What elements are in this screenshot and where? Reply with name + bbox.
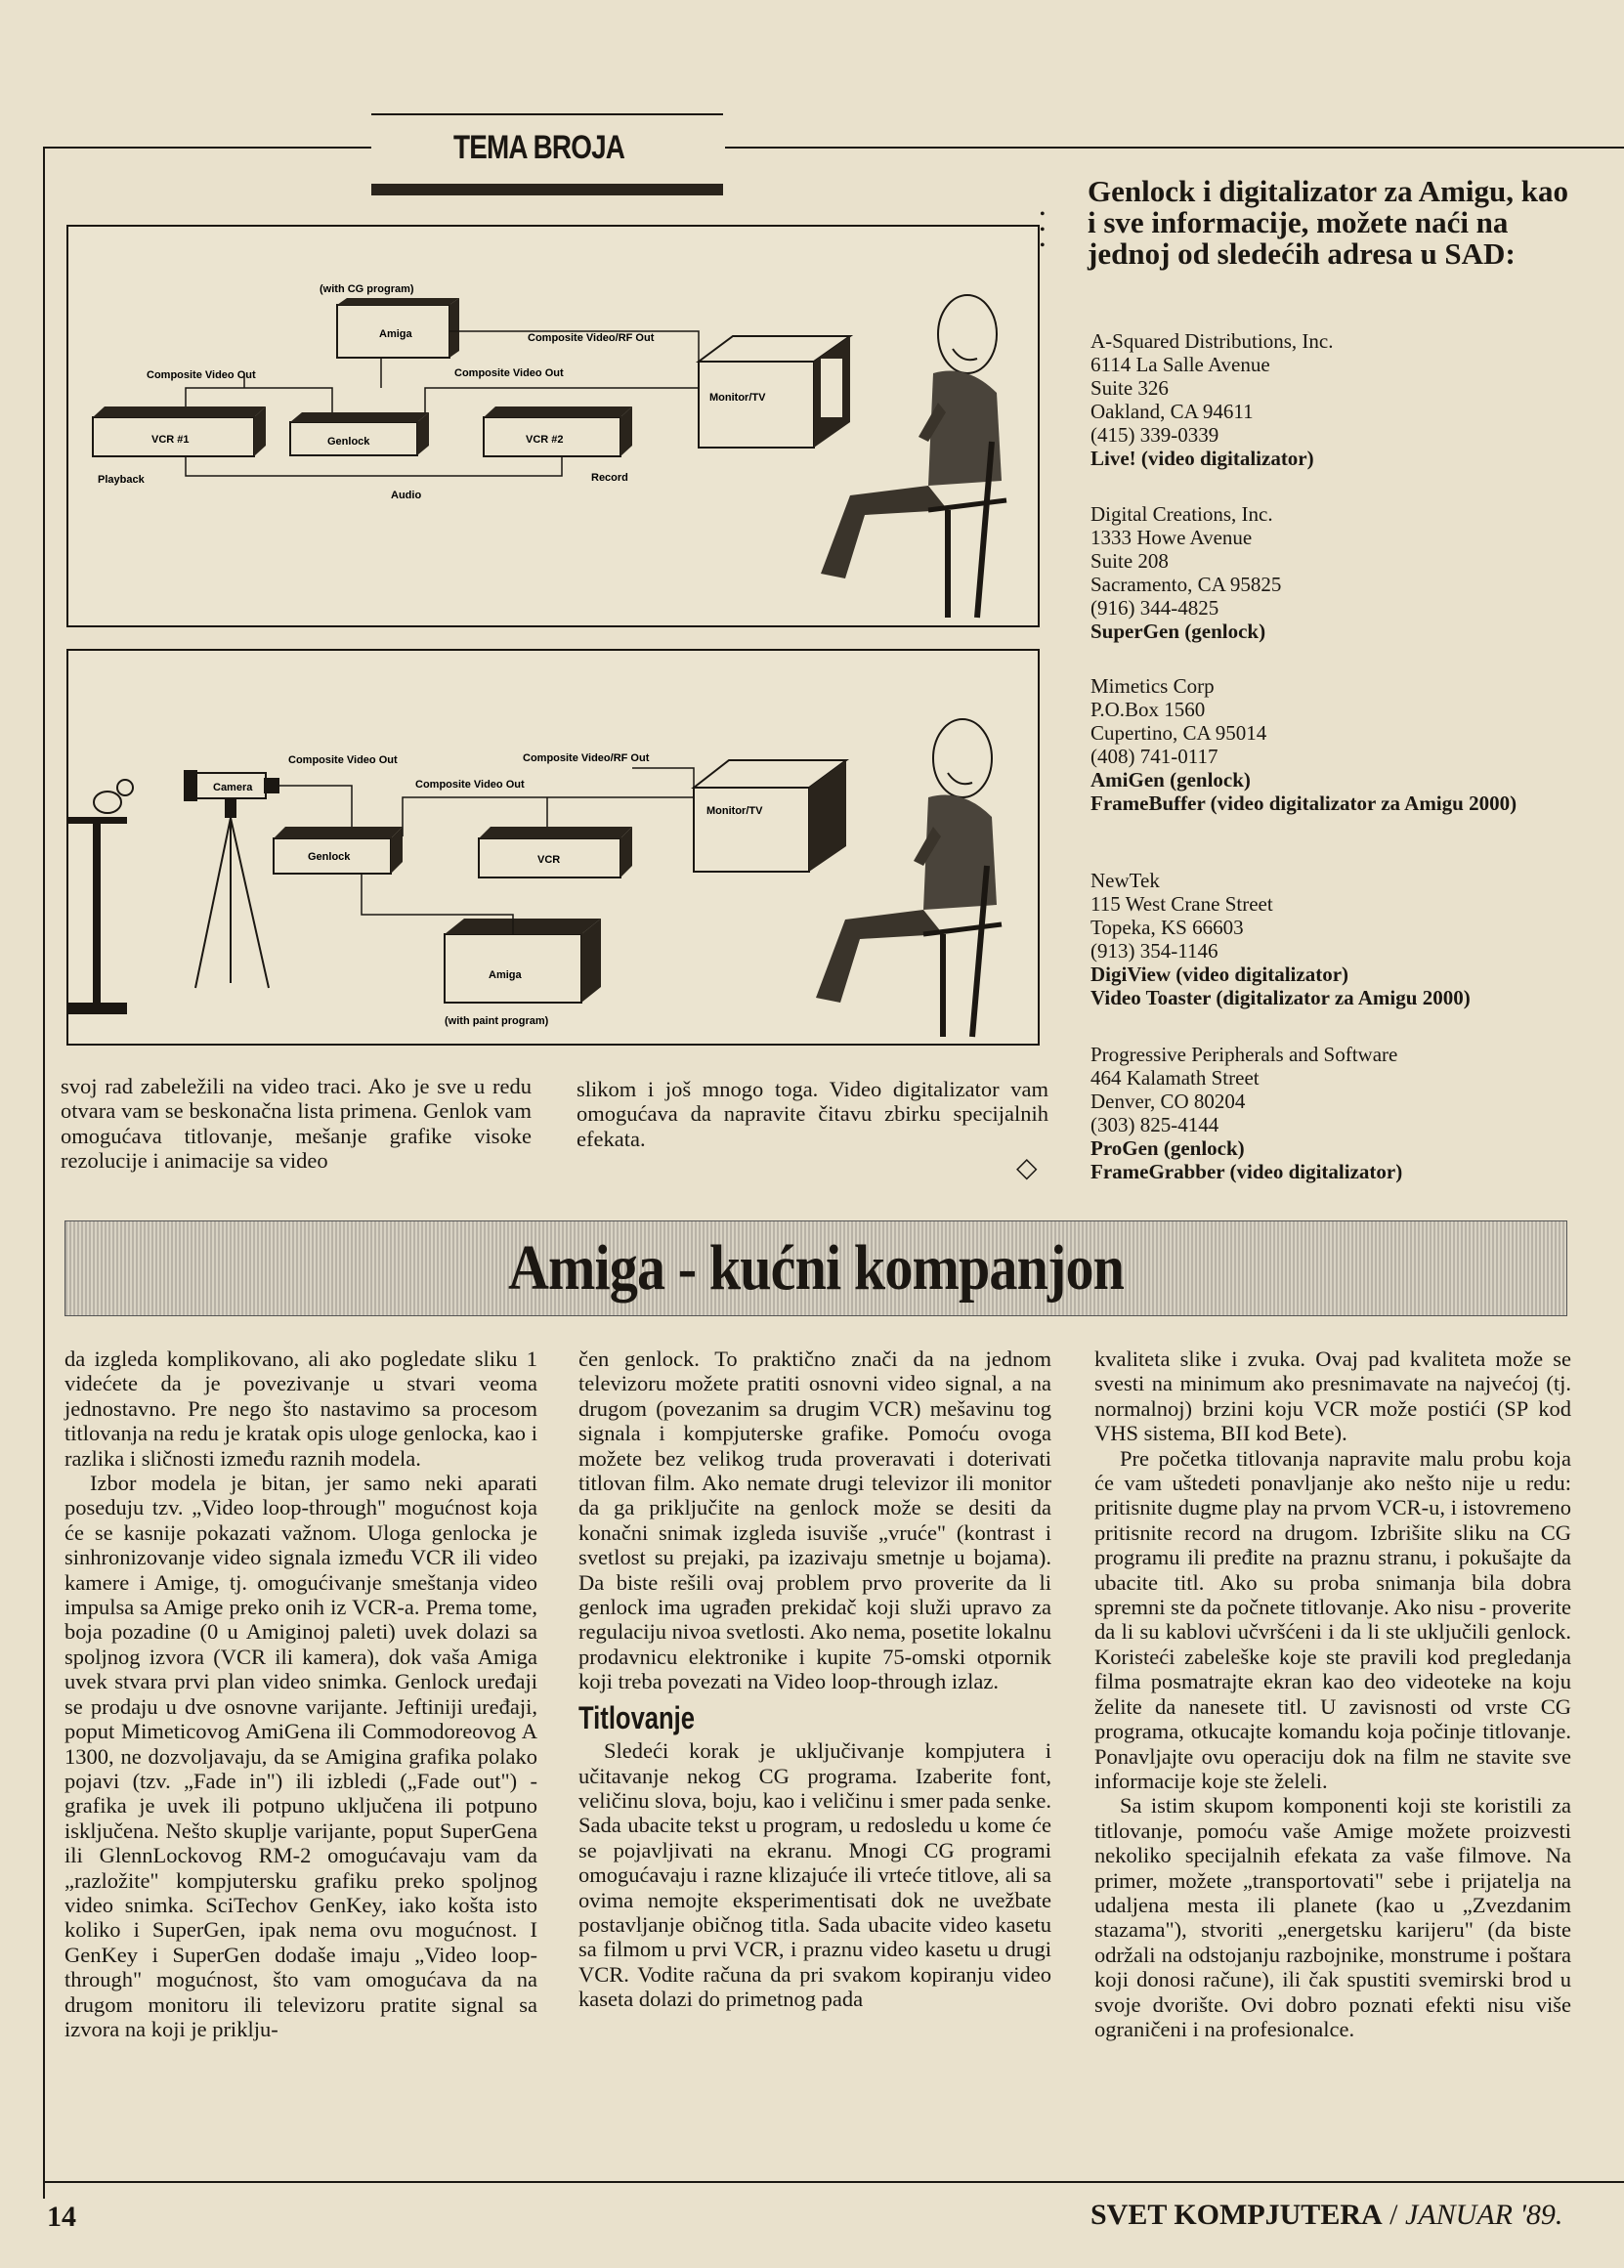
diagram-1-label-monitor: Monitor/TV [709,392,766,404]
address-line: 464 Kalamath Street [1090,1066,1260,1090]
frame-top-right-rule [725,147,1624,149]
address-heading-dots: • • • [1040,206,1046,254]
article-col2 [578,1347,1051,2012]
footer-separator: / [1389,2199,1398,2231]
monitor-body-2 [694,788,809,872]
address-line: A-Squared Distributions, Inc. [1090,329,1334,353]
diagram-1-label-rf-out: Composite Video/RF Out [528,332,655,344]
address-entry-asquared [1090,329,1599,470]
diagram-2-label-out-mid: Composite Video Out [415,779,525,791]
diagram-2-label-vcr: VCR [537,854,561,866]
diagram-2-label-amiga: Amiga [489,969,522,981]
magazine-issue: JANUAR '89. [1405,2199,1563,2231]
diagram-2-svg [68,651,1038,1044]
address-line: (415) 339-0339 [1090,423,1219,447]
address-product: Live! (video digitalizator) [1090,447,1314,470]
diagram-1-label-audio: Audio [391,490,422,501]
address-line: 1333 Howe Avenue [1090,526,1253,549]
article-subheading: Titlovanje [578,1699,696,1735]
diagram-2 [66,649,1040,1046]
address-entry-mimetics [1090,674,1569,815]
address-line: (916) 344-4825 [1090,596,1219,620]
section-label-bar [371,184,723,195]
address-line: Mimetics Corp [1090,674,1215,698]
article-col2-para-1: čen genlock. To praktično znači da na jednom televizoru možete pratiti osnovni video signal, a na drugom (povezanim sa drugim VCR) mešavinu tog signala i kompjuterske grafike. Pomoću ovoga možete bez velikog truda proveravati i doterivati titlovan film. Ako nemate drugi televizor ili monitor da ga priključite na genlock može se desiti da konačni snimak izgleda isuviše „vruće" (kontrast i svetlost su prejaki, pa izazivaju smetnje u bojama). Da biste rešili ovaj problem prvo proverite da li genlock ima ugrađen prekidač koji služi upravo za regulaciju nivoa svetlosti. Ako nema, posetite lokalnu prodavnicu elektronike i kupite 75-omski otpornik koji treba povezati na Video loop-through izlaz. [578,1347,1051,1694]
address-line: Topeka, KS 66603 [1090,916,1244,939]
address-line: Sacramento, CA 95825 [1090,573,1282,596]
amiga-box-top [337,298,459,305]
article-col3-para-1: kvaliteta slike i zvuka. Ovaj pad kvaliteta može se svesti na minimum ako presnimavate na najvećoj (tj. normalnoj) brzini koju VCR može postići (SP kod VHS sistema, BII kod Bete). [1094,1347,1571,1446]
footer-rule [43,2181,1624,2183]
diagram-1-label-vcr1: VCR #1 [151,434,190,446]
address-entry-progressive [1090,1043,1599,1183]
address-line: Suite 208 [1090,549,1169,573]
address-line: Digital Creations, Inc. [1090,502,1273,526]
address-line: 6114 La Salle Avenue [1090,353,1270,376]
diagram-2-label-camera: Camera [213,782,253,793]
address-line: NewTek [1090,869,1160,892]
diagram-2-label-paint-program: (with paint program) [445,1015,549,1027]
diagram-1-label-amiga: Amiga [379,328,412,340]
bird-on-perch [68,780,133,1014]
upper-text-col2 [577,1077,1048,1151]
diagram-1-label-out-mid: Composite Video Out [454,367,564,379]
address-product: FrameGrabber (video digitalizator) [1090,1160,1403,1183]
magazine-name: SVET KOMPJUTERA [1090,2199,1383,2231]
amiga-box-side [449,298,459,358]
article-col3 [1094,1347,1571,2041]
diagram-1-label-record: Record [591,472,628,484]
address-product: FrameBuffer (video digitalizator za Amigu 2000) [1090,792,1517,815]
address-line: Oakland, CA 94611 [1090,400,1254,423]
diagram-2-label-genlock: Genlock [308,851,351,863]
vcr2-top [484,407,632,417]
address-line: Denver, CO 80204 [1090,1090,1246,1113]
genlock-box-2-top [274,827,403,838]
vcr-box-2-top [479,827,632,838]
address-line: (303) 825-4144 [1090,1113,1219,1136]
diagram-1-label-out-left: Composite Video Out [147,369,256,381]
diagram-1-label-cg-program: (with CG program) [320,283,414,295]
article-title-banner [64,1220,1567,1316]
address-product: Video Toaster (digitalizator za Amigu 2000) [1090,986,1471,1009]
upper-text-col1-para: svoj rad zabeležili na video traci. Ako je sve u redu otvara vam se beskonačna lista primena. Genlok vam omogućava titlovanje, mešanje grafike visoke rezolucije i animacije sa video [61,1074,532,1174]
header-top-rule [371,113,723,115]
address-line: 115 West Crane Street [1090,892,1273,916]
camera-on-tripod [184,770,279,988]
diagram-1-label-genlock: Genlock [327,436,370,448]
upper-text-col1 [61,1074,532,1174]
address-entry-newtek [1090,869,1599,1009]
article-title: Amiga - kućni kompanjon [507,1232,1125,1304]
address-line: P.O.Box 1560 [1090,698,1206,721]
address-heading: Genlock i digitalizator za Amigu, kao i sve informacije, možete naći na jednoj od sledećih adresa u SAD: [1088,174,1568,271]
diagram-1-label-playback: Playback [98,474,145,486]
article-col2-para-2: Sledeći korak je uključivanje kompjutera i učitavanje nekog CG programa. Izaberite font, veličinu slova, boju, kao i veličinu i smer pada senke. Sada ubacite tekst u program, u redosledu u kome će se pojavljivati na ekranu. Mnogi CG programi omogućavaju i razne klizajuće ili vrteće titlove, ali sa ovima nemojte eksperimentisati dok ne uvežbate postavljanje običnog titla. Sada ubacite video kasetu sa filmom u prvi VCR, i praznu video kasetu u drugi VCR. Vodite računa da pri svakom kopiranju video kaseta dolazi do primetnog pada [578,1738,1051,2012]
diagram-2-label-rf-out: Composite Video/RF Out [523,752,650,764]
article-end-mark: ◇ [1016,1153,1038,1183]
article-col1 [64,1347,537,2041]
diagram-1-svg [68,227,1038,625]
section-label: TEMA BROJA [453,129,625,166]
upper-text-col2-para: slikom i još mnogo toga. Video digitalizator vam omogućava da napravite čitavu zbirku specijalnih efekata. [577,1077,1048,1151]
magazine-footer [1090,2199,1562,2232]
diagram-2-label-monitor: Monitor/TV [706,805,763,817]
page-number: 14 [47,2201,76,2233]
monitor-screen [821,359,842,417]
monitor-side-2 [809,760,846,872]
amiga-box-2 [445,934,581,1003]
article-col3-para-3: Sa istim skupom komponenti koji ste koristili za titlovanje, pomoću vaše Amige možete proizvesti nekoliko specijalnih efekata za vaše filmove. Na primer, možete „transportovati" sebe i prijatelja na udaljena mesta ili planete (kao u „Zvezdanim stazama"), stvoriti „energetsku karijeru" (da biste održali na odstojanju razbojnike, monstrume i poštara koji donosi račune), ili čak spustiti svemirski brod u svoje dvorište. Ovi dobro poznati efekti nisu više ograničeni i na profesionalce. [1094,1793,1571,2041]
diagram-1-label-vcr2: VCR #2 [526,434,564,446]
address-product: SuperGen (genlock) [1090,620,1266,643]
amiga-box-2-top [445,919,601,934]
diagram-2-label-out-left: Composite Video Out [288,754,398,766]
address-line: Progressive Peripherals and Software [1090,1043,1398,1066]
address-product: AmiGen (genlock) [1090,768,1251,792]
address-entry-digital-creations [1090,502,1599,643]
monitor-body [699,362,814,448]
genlock-box-1-top [290,412,429,422]
vcr1-top [93,407,266,417]
address-line: Suite 326 [1090,376,1169,400]
frame-top-left-rule [43,147,371,149]
address-line: (913) 354-1146 [1090,939,1218,963]
address-product: DigiView (video digitalizator) [1090,963,1349,986]
article-col1-para-1: da izgleda komplikovano, ali ako pogledate sliku 1 videćete da je povezivanje u stvari veoma jednostavno. Pre nego što nastavimo sa procesom titlovanja na redu je kratak opis uloge genlocka, kao i razlika i sličnosti između raznih modela. [64,1347,537,1471]
diagram-1 [66,225,1040,627]
article-col1-para-2: Izbor modela je bitan, jer samo neki aparati poseduju tzv. „Video loop-through" mogućnost koja će se kasnije pokazati važnom. Uloga genlocka je sinhronizovanje video signala između VCR ili video kamere i Amige, tj. omogućivanje smeštanja video impulsa sa Amige preko onih iz VCR-a. Prema tome, boja pozadine (0 u Amiginoj paleti) uvek dolazi sa spoljnog izvora (VCR ili kamera), dok vaša Amiga uvek stvara prvi plan video snimka. Genlock uređaji se prodaju u dve osnovne varijante. Jeftiniji uređaji, poput Mimeticovog AmiGena ili Commodoreovog A 1300, ne dozvoljavaju, da se Amigina grafika polako pojavi (tzv. „Fade in") ili izbledi („Fade out") - grafika je uvek ili potpuno uključena ili potpuno isključena. Nešto skuplje varijante, poput SuperGena ili GlennLockovog RM-2 omogućavaju vam da „razložite" kompjutersku grafiku preko spoljnog video snimka. SciTechov GenKey, iako košta isto koliko i SuperGen, ipak nema ovu mogućnost. I GenKey i SuperGen dodaše imaju „Video loop-through" mogućnost, što vam omogućava da na drugom monitoru ili televizoru pratite signal sa izvora na koji je priklju- [64,1471,537,2041]
article-col3-para-2: Pre početka titlovanja napravite malu probu koja će vam uštedeti ponavljanje ako nešto nije u redu: pritisnite dugme play na prvom VCR-u, i istovremeno pritisnite record na drugom. Izbrišite sliku na CG programu ili pređite na praznu stranu, i pokušajte da ubacite titl. Ako su proba snimanja bila dobra spremni ste da počnete titlovanje. Ako nisu - proverite da li su kablovi učvršćeni i da li ste uključili genlock. Koristeći zabeleške koje ste pravili kod pregledanja filma posmatrajte ekran kao deo videoteke na koju želite da nanesete titl. U zavisnosti od vrste CG programa, otkucajte komandu koja počinje titlovanje. Ponavljajte ovu operaciju dok na film ne stavite sve informacije koje ste želeli. [1094,1445,1572,1793]
address-line: Cupertino, CA 95014 [1090,721,1267,745]
address-product: ProGen (genlock) [1090,1136,1245,1160]
address-line: (408) 741-0117 [1090,745,1218,768]
frame-left-rule [43,147,45,2199]
